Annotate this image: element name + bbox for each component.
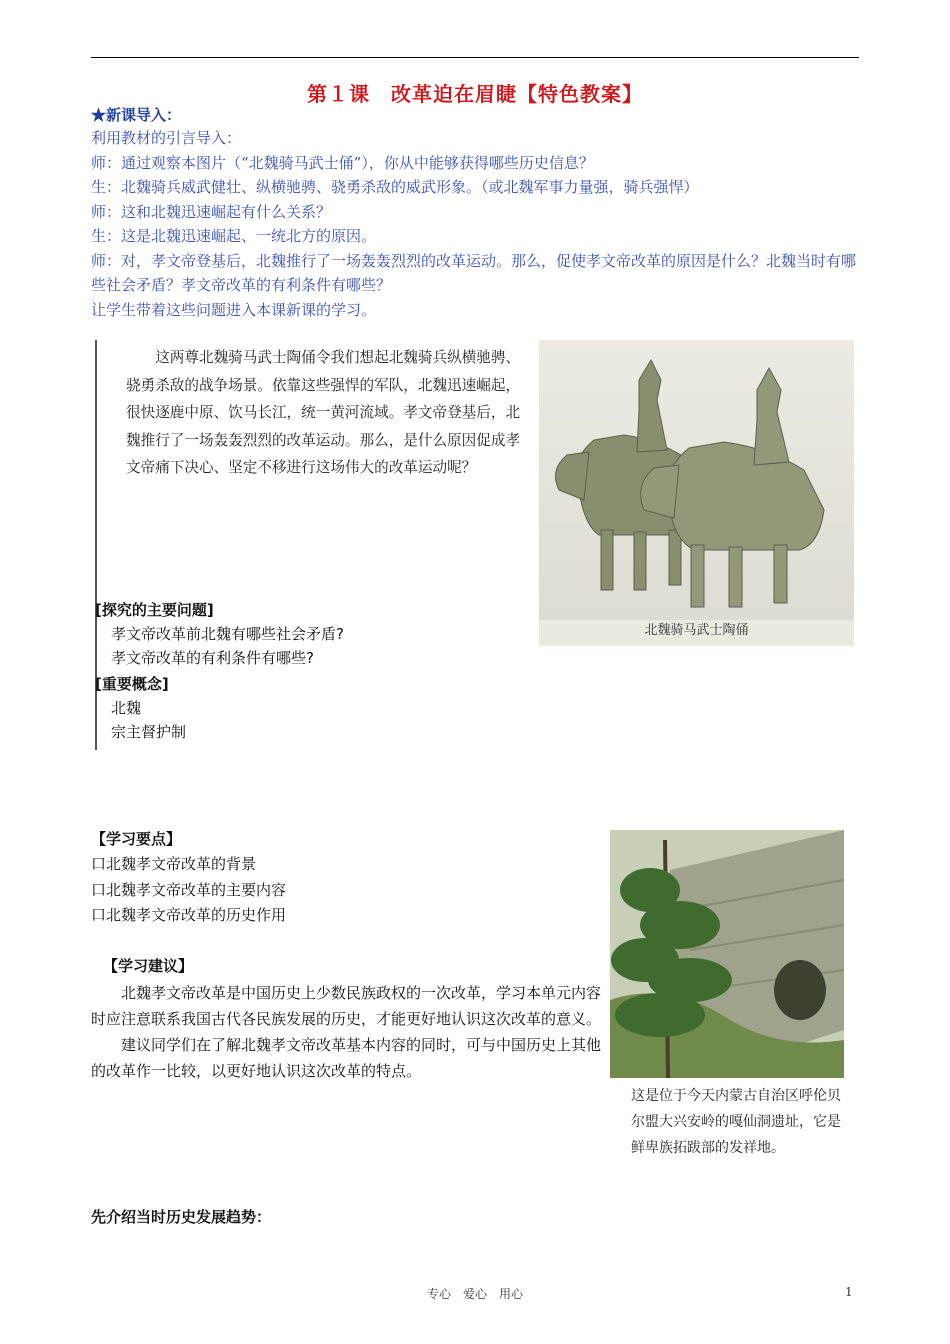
cave-site-photo: [610, 830, 844, 1078]
study-points: [91, 826, 601, 929]
study-box: [95, 596, 344, 744]
study-suggestions: [91, 952, 602, 1084]
suggestion-paragraph: 建议同学们在了解北魏孝文帝改革基本内容的同时，可与中国历史上其他的改革作一比较，以更好地认识这次改革的特点。: [91, 1036, 602, 1080]
intro-line: 师：这和北魏迅速崛起有什么关系？: [91, 202, 332, 221]
excerpt-text: 这两尊北魏骑马武士陶俑令我们想起北魏骑兵纵横驰骋、骁勇杀敌的战争场景。依靠这些强悍的军队，北魏迅速崛起，很快逐鹿中原、饮马长江，统一黄河流域。孝文帝登基后，北魏推行了一场轰轰烈烈的改革运动。那么，是什么原因促成孝文帝痛下决心、坚定不移进行这场伟大的改革运动呢？: [126, 349, 521, 476]
cave-landscape-image: [610, 830, 844, 1078]
header-rule: [91, 57, 859, 58]
study-point: 口北魏孝文帝改革的历史作用: [91, 906, 287, 924]
cave-caption: 这是位于今天内蒙古自治区呼伦贝尔盟大兴安岭的嘎仙洞遗址，它是鲜卑族拓跋部的发祥地。: [631, 1088, 841, 1156]
intro-line: 生：这是北魏迅速崛起、一统北方的原因。: [91, 227, 377, 245]
intro-heading: ★新课导入：: [91, 106, 182, 124]
lesson-title: 第１课 改革迫在眉睫【特色教案】: [307, 82, 643, 106]
intro-line: 利用教材的引言导入：: [91, 129, 242, 147]
photo-caption: 北魏骑马武士陶俑: [644, 623, 749, 638]
trend-heading: 先介绍当时历史发展趋势：: [91, 1208, 272, 1226]
concept-item: 北魏: [111, 699, 142, 717]
concept-item: 宗主督护制: [111, 723, 187, 741]
footer-text: 专心 爱心 用心: [426, 1287, 523, 1301]
study-point: 口北魏孝文帝改革的主要内容: [91, 880, 287, 899]
intro-line: 师：对，孝文帝登基后，北魏推行了一场轰轰烈烈的改革运动。那么，促使孝文帝改革的原因是什么？北魏当时有哪些社会矛盾？孝文帝改革的有利条件有哪些？: [91, 251, 857, 294]
intro-line: 让学生带着这些问题进入本课新课的学习。: [91, 300, 377, 319]
intro-section: [91, 104, 861, 322]
study-points-label: 【学习要点】: [91, 830, 182, 848]
figurines-photo: [539, 340, 854, 646]
concepts-label: [重要概念]: [95, 675, 169, 693]
intro-line: 师：通过观察本图片（“北魏骑马武士俑”），你从中能够获得哪些历史信息？: [91, 153, 594, 172]
question-item: 孝文帝改革前北魏有哪些社会矛盾?: [111, 625, 344, 643]
questions-label: [探究的主要问题]: [95, 601, 214, 619]
suggestions-label: 【学习建议】: [103, 957, 194, 975]
question-item: 孝文帝改革的有利条件有哪些?: [111, 649, 314, 667]
page-number: 1: [845, 1285, 853, 1299]
suggestion-paragraph: 北魏孝文帝改革是中国历史上少数民族政权的一次改革，学习本单元内容时应注意联系我国古代各民族发展的历史，才能更好地认识这次改革的意义。: [91, 984, 602, 1028]
intro-line: 生：北魏骑兵威武健壮、纵横驰骋、骁勇杀敌的威武形象。（或北魏军事力量强，骑兵强悍）: [91, 178, 699, 196]
study-point: 口北魏孝文帝改革的背景: [91, 855, 257, 873]
horse-rider-figurines-image: [539, 340, 854, 620]
textbook-excerpt: [93, 336, 855, 754]
